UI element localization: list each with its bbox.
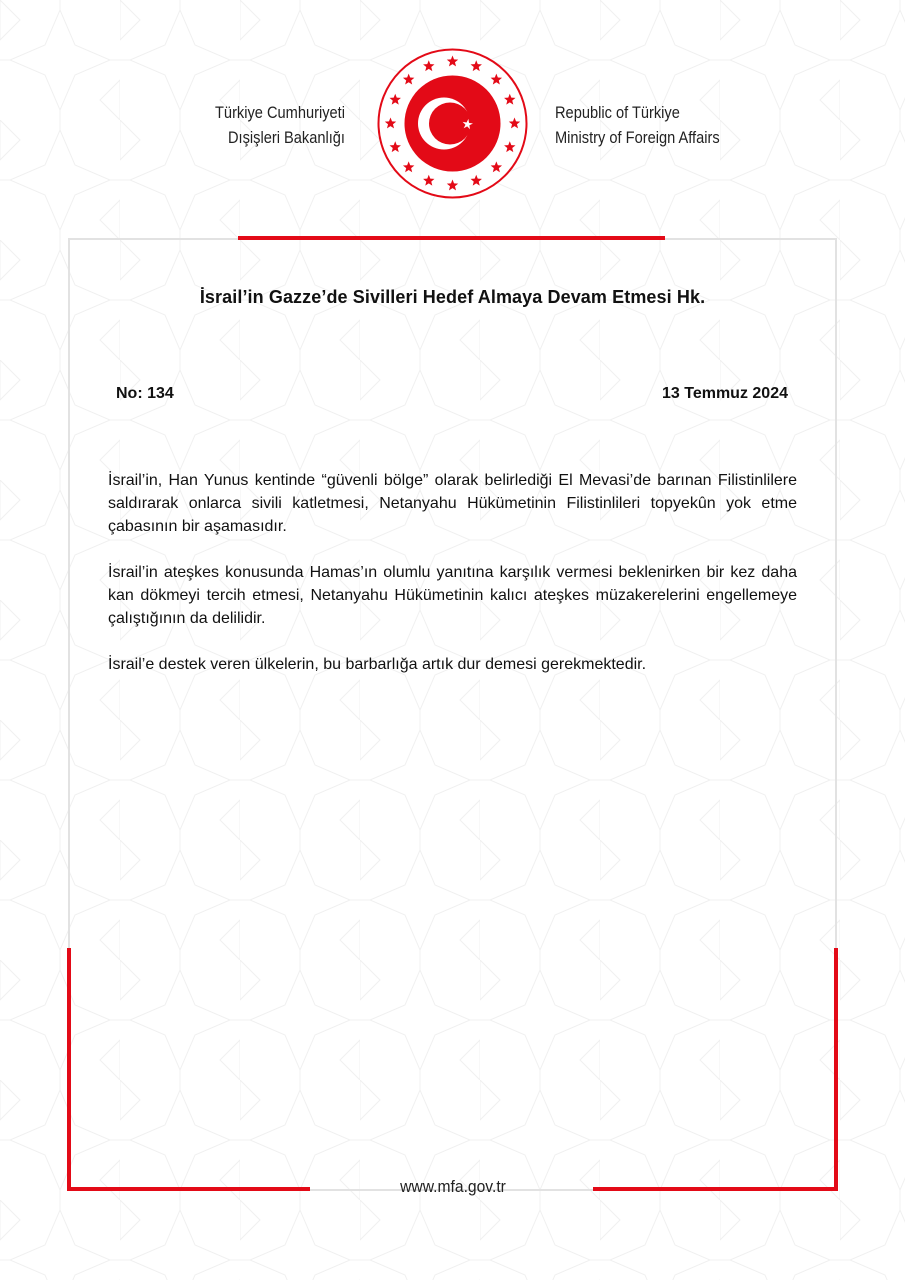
ministry-name-tr [177, 100, 345, 150]
document-body [108, 469, 797, 699]
paragraph: İsrail’e destek veren ülkelerin, bu barbarlığa artık dur demesi gerekmektedir. [108, 656, 647, 673]
paragraph: İsrail’in, Han Yunus kentinde “güvenli bölge” olarak belirlediği El Mevasi’de barınan Filistinlilere saldırarak onlarca sivili katletmesi, Netanyahu Hükümetinin Filistinlileri topyekûn yok etme çabasının bir aşamasıdır. [108, 472, 797, 535]
footer-website-link[interactable]: www.mfa.gov.tr [400, 1177, 506, 1196]
ministry-name-tr-line1: Türkiye Cumhuriyeti [215, 103, 345, 122]
document-number: No: 134 [116, 385, 174, 402]
document-date: 13 Temmuz 2024 [662, 385, 788, 402]
ministry-seal-logo [376, 47, 529, 200]
paragraph: İsrail’in ateşkes konusunda Hamas’ın olumlu yanıtına karşılık vermesi beklenirken bir kez daha kan dökmeyi tercih etmesi, Netanyahu Hükümetinin kalıcı ateşkes müzakerelerini engellemeye çalıştığının da delilidir. [108, 564, 797, 627]
ministry-name-en [555, 100, 779, 150]
ministry-name-tr-line2: Dışişleri Bakanlığı [227, 128, 345, 147]
ministry-name-en-line2: Ministry of Foreign Affairs [555, 128, 720, 147]
page-title: İsrail’in Gazze’de Sivilleri Hedef Almaya Devam Etmesi Hk. [199, 287, 706, 307]
ministry-name-en-line1: Republic of Türkiye [555, 103, 680, 122]
